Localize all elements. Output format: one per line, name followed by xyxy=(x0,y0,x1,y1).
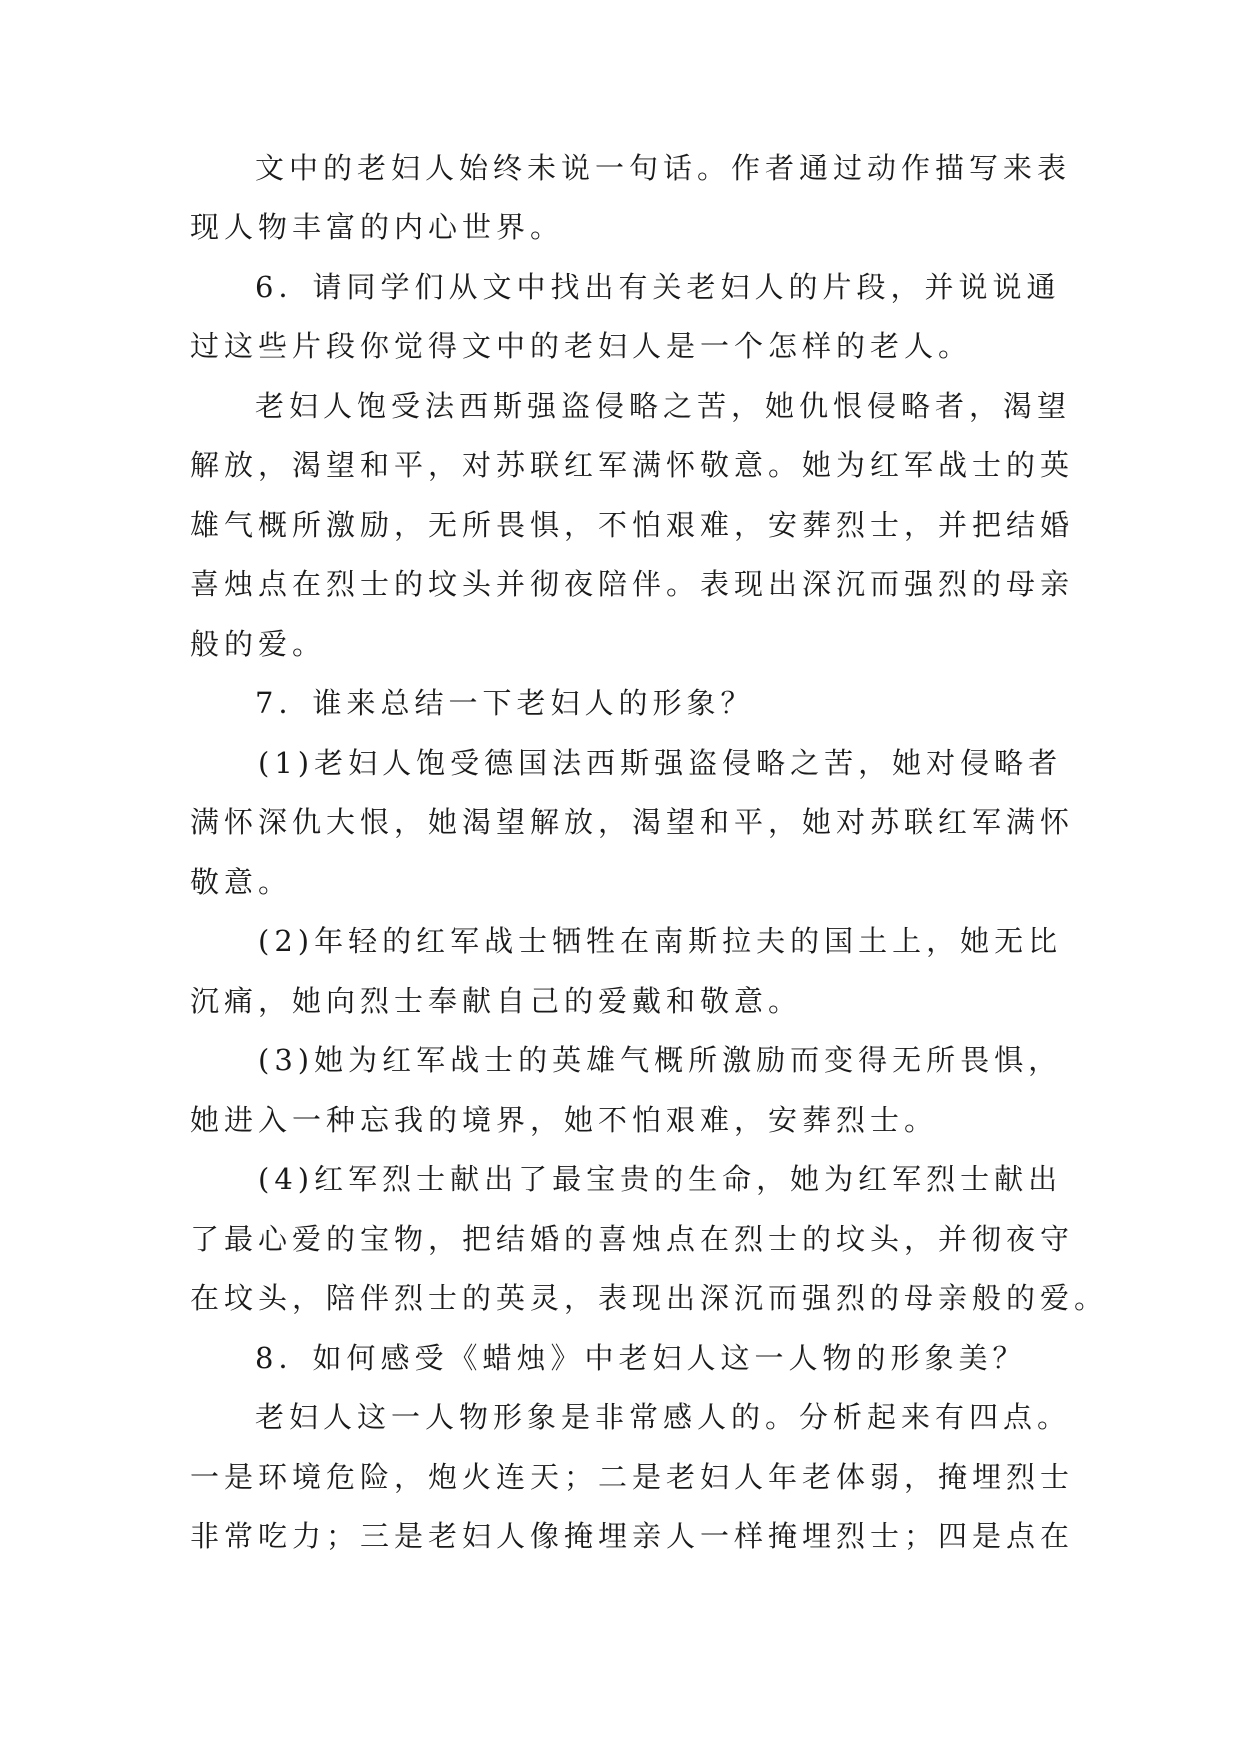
text-line: 她进入一种忘我的境界，她不怕艰难，安葬烈士。 xyxy=(190,1103,939,1137)
point-4-line: (4)红军烈士献出了最宝贵的生命，她为红军烈士献出 xyxy=(258,1162,1063,1196)
text-line: 一是环境危险，炮火连天；二是老妇人年老体弱，掩埋烈士 xyxy=(190,1460,1075,1494)
text-line: 敬意。 xyxy=(190,865,293,899)
text-line: 现人物丰富的内心世界。 xyxy=(190,210,565,244)
text-line: 喜烛点在烈士的坟头并彻夜陪伴。表现出深沉而强烈的母亲 xyxy=(190,567,1075,601)
text-line: 解放，渴望和平，对苏联红军满怀敬意。她为红军战士的英 xyxy=(190,448,1075,482)
text-line: 非常吃力；三是老妇人像掩埋亲人一样掩埋烈士；四是点在 xyxy=(190,1519,1075,1553)
text-line: 在坟头，陪伴烈士的英灵，表现出深沉而强烈的母亲般的爱。 xyxy=(190,1281,1109,1315)
text-line: 雄气概所激励，无所畏惧，不怕艰难，安葬烈士，并把结婚 xyxy=(190,508,1075,542)
question-6-line: 6．请同学们从文中找出有关老妇人的片段，并说说通 xyxy=(255,270,1061,304)
text-line: 满怀深仇大恨，她渴望解放，渴望和平，她对苏联红军满怀 xyxy=(190,805,1075,839)
text-line: 了最心爱的宝物，把结婚的喜烛点在烈士的坟头，并彻夜守 xyxy=(190,1222,1075,1256)
point-2-line: (2)年轻的红军战士牺牲在南斯拉夫的国土上，她无比 xyxy=(258,924,1063,958)
text-line: 沉痛，她向烈士奉献自己的爱戴和敬意。 xyxy=(190,984,803,1018)
question-8-line: 8．如何感受《蜡烛》中老妇人这一人物的形象美？ xyxy=(255,1341,1027,1375)
text-line: 文中的老妇人始终未说一句话。作者通过动作描写来表 xyxy=(255,151,1072,185)
text-line: 老妇人饱受法西斯强盗侵略之苦，她仇恨侵略者，渴望 xyxy=(255,389,1072,423)
point-1-line: (1)老妇人饱受德国法西斯强盗侵略之苦，她对侵略者 xyxy=(258,746,1063,780)
point-3-line: (3)她为红军战士的英雄气概所激励而变得无所畏惧， xyxy=(258,1043,1063,1077)
question-7-line: 7．谁来总结一下老妇人的形象？ xyxy=(255,686,755,720)
text-line: 老妇人这一人物形象是非常感人的。分析起来有四点。 xyxy=(255,1400,1072,1434)
text-line: 过这些片段你觉得文中的老妇人是一个怎样的老人。 xyxy=(190,329,973,363)
text-line: 般的爱。 xyxy=(190,627,327,661)
